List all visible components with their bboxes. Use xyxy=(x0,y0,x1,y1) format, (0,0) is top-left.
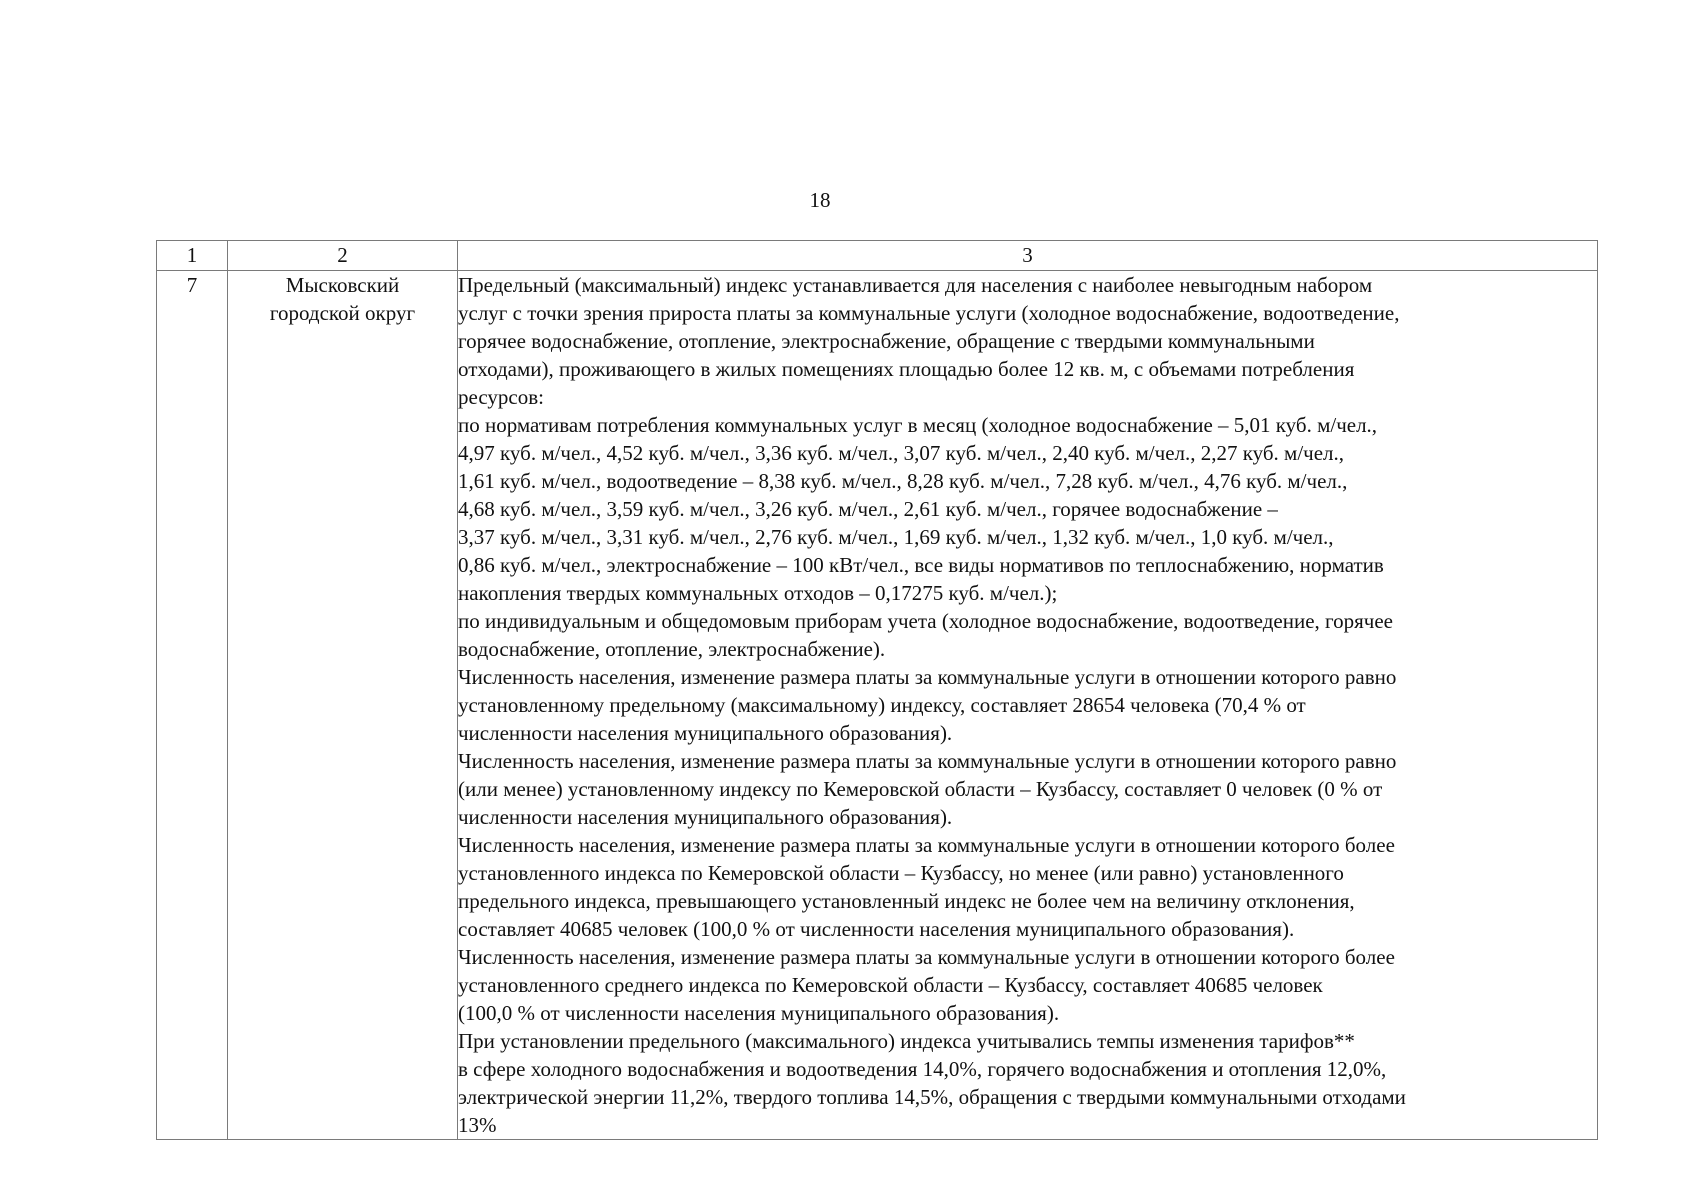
description-cell xyxy=(458,271,1598,1140)
description-line: Предельный (максимальный) индекс устанавливается для населения с наиболее невыгодным набором xyxy=(458,273,1373,297)
description-line: численности населения муниципального образования). xyxy=(458,721,953,745)
row-number-cell xyxy=(157,271,228,1140)
description-line: услуг с точки зрения прироста платы за коммунальные услуги (холодное водоснабжение, водоотведение, xyxy=(458,301,1400,325)
description-line: установленному предельному (максимальному) индексу, составляет 28654 человека (70,4 % от xyxy=(458,693,1306,717)
description-line: 13% xyxy=(458,1113,497,1137)
table-header-row xyxy=(157,241,1598,271)
column-header-3: 3 xyxy=(458,241,1598,271)
description-line: Численность населения, изменение размера платы за коммунальные услуги в отношении которого равно xyxy=(458,665,1397,689)
description-line: отходами), проживающего в жилых помещениях площадью более 12 кв. м, с объемами потребления xyxy=(458,357,1355,381)
page-number: 18 xyxy=(809,188,831,212)
description-line: При установлении предельного (максимального) индекса учитывались темпы изменения тарифов** xyxy=(458,1029,1355,1053)
description-line: в сфере холодного водоснабжения и водоотведения 14,0%, горячего водоснабжения и отопления 12,0%, xyxy=(458,1057,1387,1081)
table-row xyxy=(157,271,1598,1140)
description-line: 4,68 куб. м/чел., 3,59 куб. м/чел., 3,26 куб. м/чел., 2,61 куб. м/чел., горячее водоснабжение – xyxy=(458,497,1278,521)
municipality-name-line: городской округ xyxy=(269,301,416,325)
description-line: составляет 40685 человек (100,0 % от численности населения муниципального образования). xyxy=(458,917,1295,941)
description-line: по нормативам потребления коммунальных услуг в месяц (холодное водоснабжение – 5,01 куб. м/чел., xyxy=(458,413,1378,437)
description-line: Численность населения, изменение размера платы за коммунальные услуги в отношении которого равно xyxy=(458,749,1397,773)
municipality-name-line: Мысковский xyxy=(285,273,400,297)
column-header-1: 1 xyxy=(157,241,228,271)
description-line: 4,97 куб. м/чел., 4,52 куб. м/чел., 3,36 куб. м/чел., 3,07 куб. м/чел., 2,40 куб. м/чел., 2,27 куб. м/чел., xyxy=(458,441,1345,465)
description-line: (100,0 % от численности населения муниципального образования). xyxy=(458,1001,1060,1025)
description-line: по индивидуальным и общедомовым приборам учета (холодное водоснабжение, водоотведение, горячее xyxy=(458,609,1393,633)
description-line: Численность населения, изменение размера платы за коммунальные услуги в отношении которого более xyxy=(458,945,1395,969)
description-line: 3,37 куб. м/чел., 3,31 куб. м/чел., 2,76 куб. м/чел., 1,69 куб. м/чел., 1,32 куб. м/чел., 1,0 куб. м/чел., xyxy=(458,525,1334,549)
row-number: 7 xyxy=(186,273,198,297)
description-line: численности населения муниципального образования). xyxy=(458,805,953,829)
column-header-2: 2 xyxy=(228,241,458,271)
description-line: (или менее) установленному индексу по Кемеровской области – Кузбассу, составляет 0 человек (0 % от xyxy=(458,777,1383,801)
description-line: предельного индекса, превышающего установленный индекс не более чем на величину отклонения, xyxy=(458,889,1355,913)
description-line: ресурсов: xyxy=(458,385,544,409)
description-line: 0,86 куб. м/чел., электроснабжение – 100 кВт/чел., все виды нормативов по теплоснабжению, норматив xyxy=(458,553,1384,577)
description-line: установленного среднего индекса по Кемеровской области – Кузбассу, составляет 40685 человек xyxy=(458,973,1323,997)
municipality-cell xyxy=(228,271,458,1140)
description-line: электрической энергии 11,2%, твердого топлива 14,5%, обращения с твердыми коммунальными отходами xyxy=(458,1085,1406,1109)
description-line: Численность населения, изменение размера платы за коммунальные услуги в отношении которого более xyxy=(458,833,1395,857)
description-line: установленного индекса по Кемеровской области – Кузбассу, но менее (или равно) установленного xyxy=(458,861,1344,885)
indices-table xyxy=(156,240,1598,1140)
description-line: водоснабжение, отопление, электроснабжение). xyxy=(458,637,886,661)
description-line: 1,61 куб. м/чел., водоотведение – 8,38 куб. м/чел., 8,28 куб. м/чел., 7,28 куб. м/чел., 4,76 куб. м/чел., xyxy=(458,469,1348,493)
description-line: горячее водоснабжение, отопление, электроснабжение, обращение с твердыми коммунальными xyxy=(458,329,1315,353)
description-line: накопления твердых коммунальных отходов – 0,17275 куб. м/чел.); xyxy=(458,581,1058,605)
